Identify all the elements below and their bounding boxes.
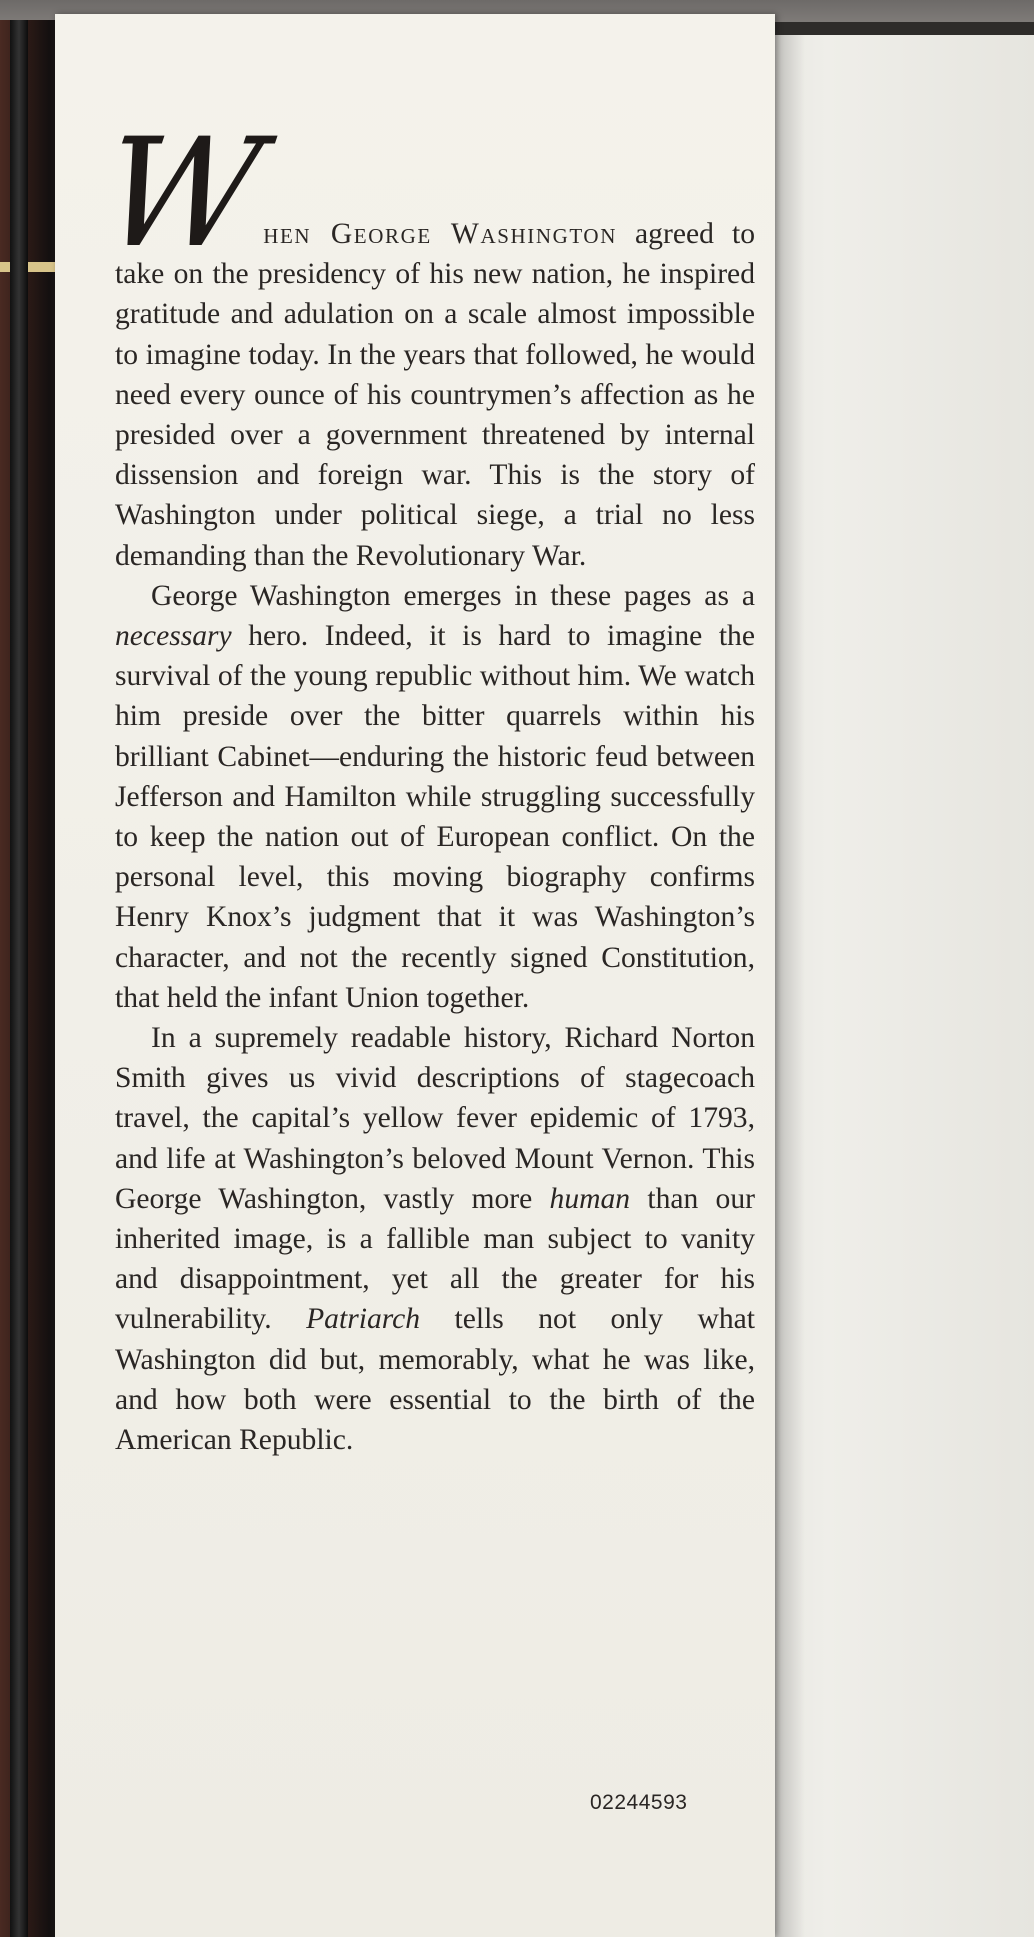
flap-copy [92, 107, 755, 1460]
flap-shadow [775, 35, 805, 1937]
drop-cap: W [92, 107, 272, 281]
paragraph-2-text-b: hero. Indeed, it is hard to imagine the survival of the young republic without him. We watch him preside over the bitter quarrels within his brilliant Cabinet—enduring the historic feud between Jefferson and Hamilton while struggling successfully to keep the nation out of European conflict. On the personal level, this moving biography confirms Henry Knox’s judgment that it was Washington’s character, and not the recently signed Constitution, that held the infant Union together. [115, 620, 755, 1014]
lead-in-small-caps: hen George Washington [263, 218, 617, 250]
emphasis-human: human [549, 1182, 631, 1215]
paragraph-3 [115, 1018, 755, 1460]
book-binding-edge [10, 20, 28, 1937]
catalog-number: 02244593 [590, 1791, 688, 1814]
endpaper-page [775, 35, 1034, 1937]
book-title-italic: Patriarch [306, 1303, 421, 1336]
paragraph-3-text-a: In a supremely readable history, Richard Norton Smith gives us vivid descriptions of stagecoach travel, the capital’s yellow fever epidemic of 1793, and life at Washington’s beloved Mount Vernon. This George Washington, vastly more [115, 1022, 755, 1215]
paragraph-1-text: agreed to take on the presidency of his new nation, he inspired gratitude and adulation on a scale almost impossible to imagine today. In the years that followed, he would need every ounce of his countrymen’s affection as he presided over a government threatened by internal dissension and foreign war. This is the story of Washington under political siege, a trial no less demanding than the Revolutionary War. [115, 218, 755, 572]
emphasis-necessary: necessary [115, 620, 232, 653]
paragraph-1 [92, 107, 755, 576]
paragraph-3-text-c: tells not only what Washington did but, memorably, what he was like, and how both were essential to the birth of the American Republic. [115, 1303, 755, 1457]
paragraph-3-text-b: than our inherited image, is a fallible man subject to vanity and disappointment, yet all the greater for his vulnerability. [115, 1182, 755, 1336]
jacket-flap [55, 14, 775, 1937]
paragraph-2-text-a: George Washington emerges in these pages as a [151, 579, 755, 612]
paragraph-2 [115, 576, 755, 1018]
